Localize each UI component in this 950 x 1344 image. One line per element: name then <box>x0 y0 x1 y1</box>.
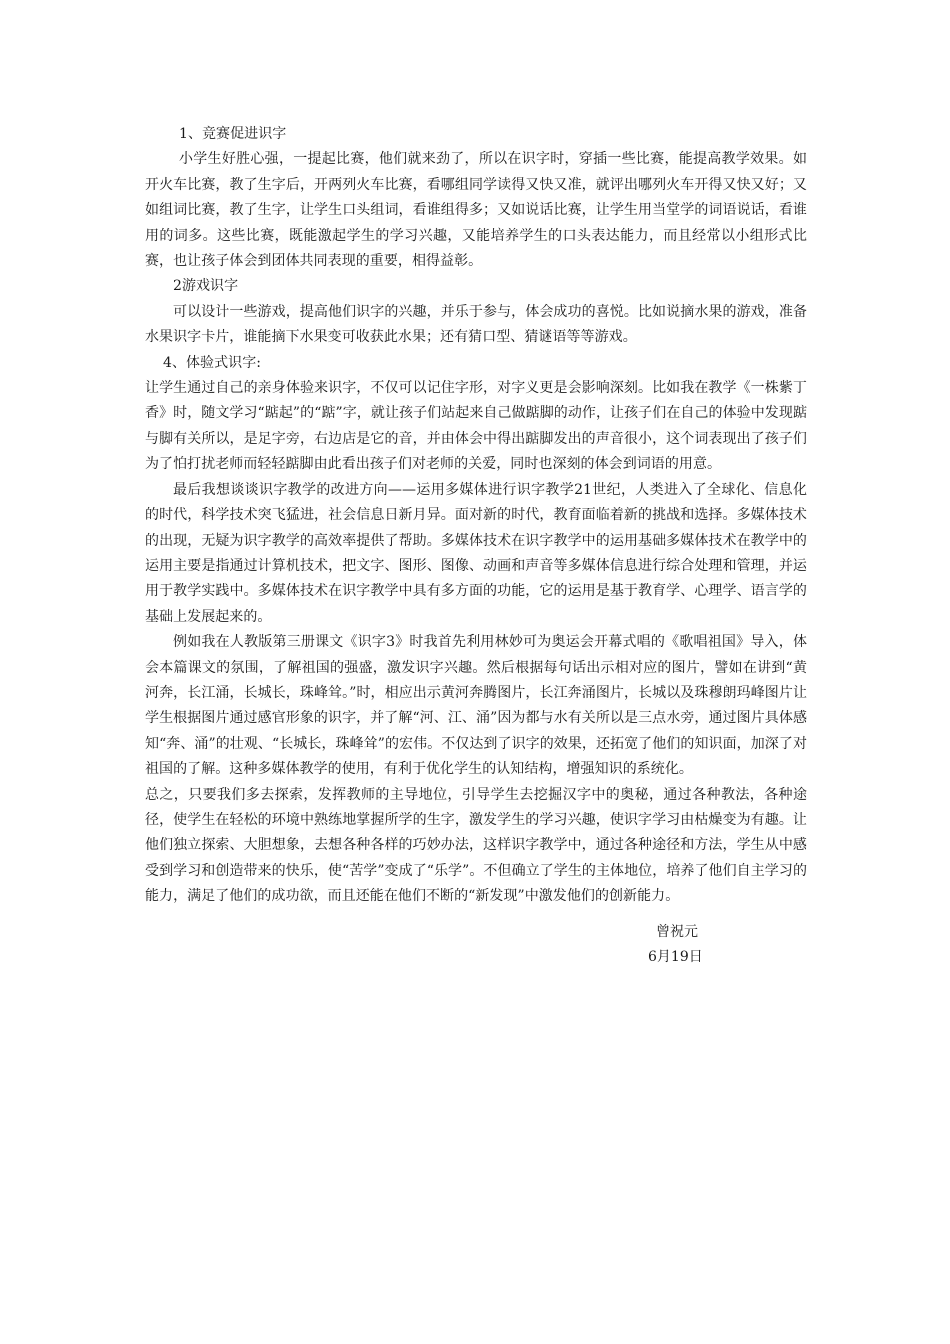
paragraph-multimedia: 最后我想谈谈识字教学的改进方向——运用多媒体进行识字教学21世纪，人类进入了全球化、信息化的时代，科学技术突飞猛进，社会信息日新月异。面对新的时代，教育面临着新的挑战和选择。多媒体技术的出现，无疑为识字教学的高效率提供了帮助。多媒体技术在识字教学中的运用基础多媒体技术在教学中的运用主要是指通过计算机技术，把文字、图形、图像、动画和声音等多媒体信息进行综合处理和管理，并运用于教学实践中。多媒体技术在识字教学中具有多方面的功能，它的运用是基于教育学、心理学、语言学的基础上发展起来的。 <box>145 481 807 625</box>
paragraph-games: 可以设计一些游戏，提高他们识字的兴趣，并乐于参与，体会成功的喜悦。比如说摘水果的游戏，准备水果识字卡片，谁能摘下水果变可收获此水果；还有猜口型、猜谜语等等游戏。 <box>145 303 807 346</box>
paragraph-competition: 小学生好胜心强，一提起比赛，他们就来劲了，所以在识字时，穿插一些比赛，能提高教学效果。如开火车比赛，教了生字后，开两列火车比赛，看哪组同学读得又快又准，就评出哪列火车开得又快又好；又如组词比赛，教了生字，让学生口头组词，看谁组得多；又如说话比赛，让学生用当堂学的词语说话，看谁用的词多。这些比赛，既能激起学生的学习兴趣，又能培养学生的口头表达能力，而且经常以小组形式比赛，也让孩子体会到团体共同表现的重要，相得益彰。 <box>145 151 807 270</box>
paragraph-example: 例如我在人教版第三册课文《识字3》时我首先利用林妙可为奥运会开幕式唱的《歌唱祖国》导入，体会本篇课文的氛围，了解祖国的强盛，激发识字兴趣。然后根据每句话出示相对应的图片，譬如在讲到“黄河奔，长江涌，长城长，珠峰耸。”时，相应出示黄河奔腾图片，长江奔涌图片，长城以及珠穆朗玛峰图片让学生根据图片通过感官形象的识字，并了解“河、江、涌”因为都与水有关所以是三点水旁，通过图片具体感知“奔、涌”的壮观、“长城长，珠峰耸”的宏伟。不仅达到了识字的效果，还拓宽了他们的知识面，加深了对祖国的了解。这种多媒体教学的使用，有利于优化学生的认知结构，增强知识的系统化。 <box>145 634 807 778</box>
section-heading-games: 2游戏识字 <box>173 278 239 295</box>
paragraph-conclusion: 总之，只要我们多去探索，发挥教师的主导地位，引导学生去挖掘汉字中的奥秘，通过各种教法，各种途径，使学生在轻松的环境中熟练地掌握所学的生字，激发学生的学习兴趣，使识字学习由枯燥变为有趣。让他们独立探索、大胆想象，去想各种各样的巧妙办法，这样识字教学中，通过各种途径和方法，学生从中感受到学习和创造带来的快乐，使“苦学”变成了“乐学”。不但确立了学生的主体地位，培养了他们自主学习的能力，满足了他们的成功欲，而且还能在他们不断的“新发现”中激发他们的创新能力。 <box>145 786 807 905</box>
section-heading-competition: 1、竞赛促进识字 <box>179 126 287 142</box>
author-name: 曾祝元 <box>656 924 698 940</box>
paragraph-experiential: 让学生通过自己的亲身体验来识字，不仅可以记住字形，对字义更是会影响深刻。比如我在教学《一株紫丁香》时，随文学习“踮起”的“踮”字，就让孩子们站起来自己做踮脚的动作，让孩子们在自己的体验中发现踮与脚有关所以，是足字旁，右边店是它的音，并由体会中得出踮脚发出的声音很小，这个词表现出了孩子们为了怕打扰老师而轻轻踮脚由此看出孩子们对老师的关爱，同时也深刻的体会到词语的用意。 <box>145 380 807 473</box>
signature-block <box>620 920 740 971</box>
section-heading-experiential: 4、体验式识字: <box>163 354 262 371</box>
document-body <box>145 122 807 910</box>
signature-date: 6月19日 <box>648 949 703 966</box>
